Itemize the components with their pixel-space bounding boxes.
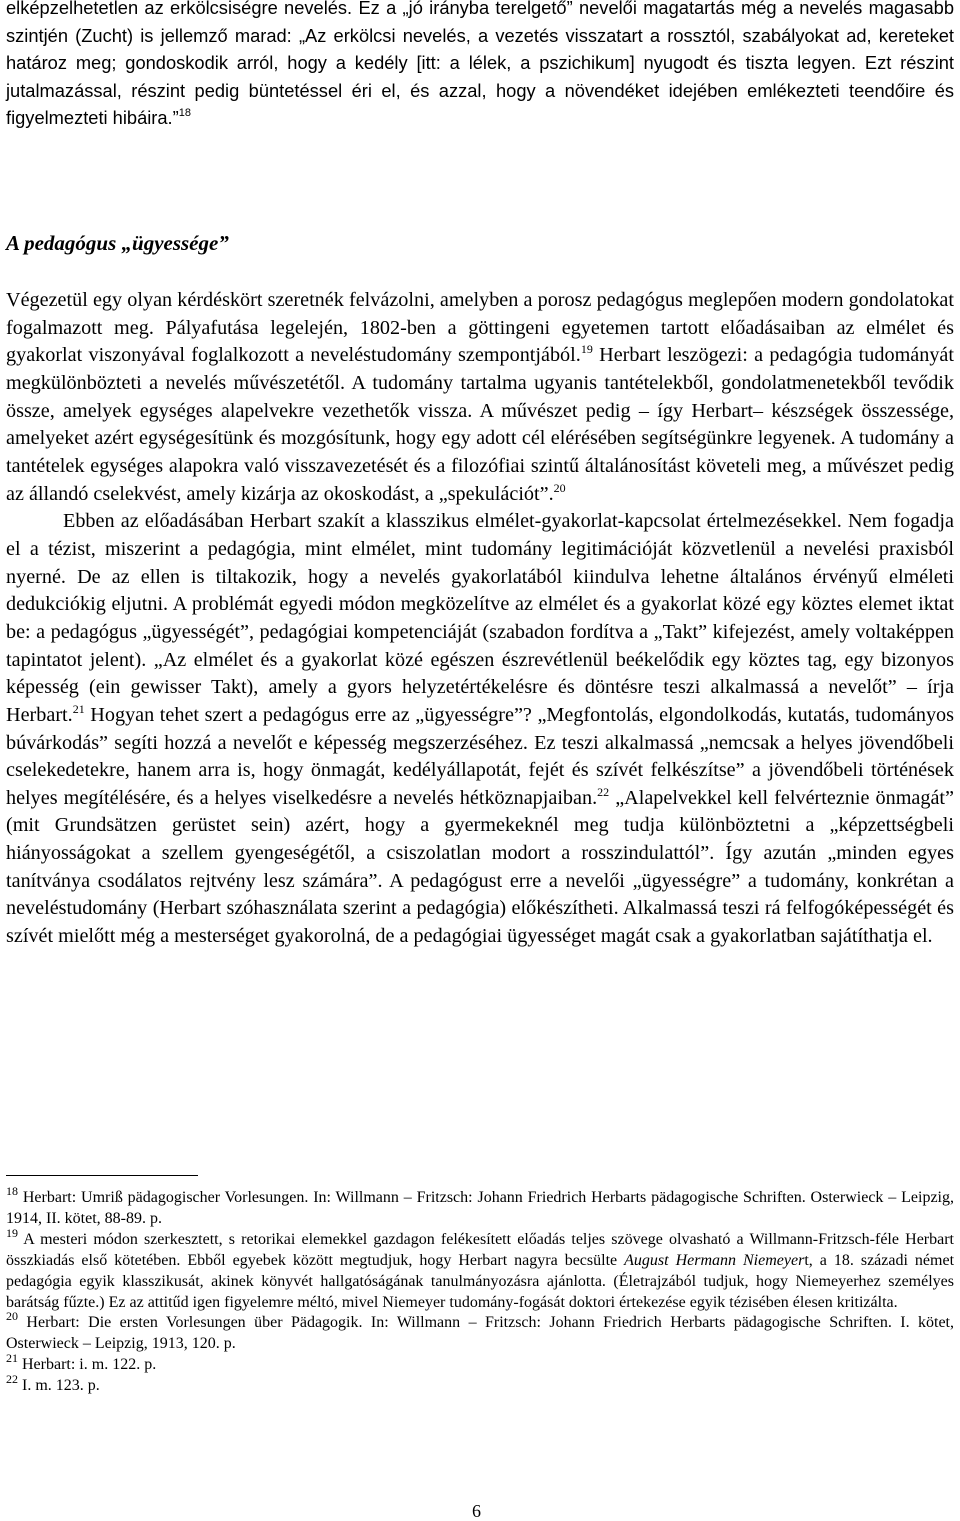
footnote-22: $^{22}$ I. m. 123. p. bbox=[6, 1372, 100, 1395]
footnote-21: $^{21}$ Herbart: i. m. 122. p. bbox=[6, 1351, 157, 1374]
section-heading: A pedagógus „ügyessége” bbox=[6, 231, 229, 255]
footnote-ref-20[interactable]: 20 bbox=[553, 480, 566, 495]
document-page bbox=[6, 0, 954, 1521]
main-paragraph: Végezetül egy olyan kérdéskört szeretnék felvázolni, amelyben a porosz pedagógus meglepően modern gondolatokat fogalmazott meg. Pályafutása legelején, 1802-ben a göttingeni egyetemen tartott előadásaiban az elmélet és gyakorlat viszonyával foglalkozott a neveléstudomány szempontjából.$^{19}$ Herbart leszögezi: a pedagógia tudományát megkülönbözteti a nevelés művészetétől. A tudomány tartalma ugyanis tantételekből, gondolatmenetekből tevődik össze, amelyek egységes alapelvekre vezethetők vissza. A művészet pedig – így Herbart– készségek összessége, amelyeket azért egységesítünk és mozgósítunk, hogy egy adott cél elérésében segítségünkre legyenek. A tudomány a tantételek egységes alapokra való visszavezetését és a filozófiai szintű általánosítást követeli meg, a művészet pedig az állandó cselekvést, amely kizárja az okoskodást, a „spekulációt”.$^{20}$ bbox=[6, 289, 954, 505]
italic-name: August Hermann Niemeyer bbox=[624, 1251, 805, 1269]
footnote-separator bbox=[6, 1175, 198, 1176]
intro-paragraph: elképzelhetetlen az erkölcsiségre nevelés. Ez a „jó irányba terelgető” nevelői magatartás még a nevelés magasabb szintjén (Zucht) is jellemző marad: „Az erkölcsi nevelés, a vezetés visszatart a rossztól, szabályokat ad, kereteket határoz meg; gondoskodik arról, hogy a kedély [itt: a lélek, a pszichikum] nyugodt és tiszta legyen. Ezt részint jutalmazással, részint pedig büntetéssel éri el, és azzal, hogy a növendéket idejében emlékezteti teendőire és figyelmezteti hibáira.”$^{18}$ bbox=[6, 0, 954, 129]
footnote-ref-21[interactable]: 21 bbox=[72, 701, 85, 716]
footnote-18: $^{18}$ Herbart: Umriß pädagogischer Vorlesungen. In: Willmann – Fritzsch: Johann Friedrich Herbarts pädagogische Schriften. Osterwieck – Leipzig, 1914, II. kötet, 88-89. p. bbox=[6, 1184, 955, 1227]
footnote-ref-22[interactable]: 22 bbox=[597, 784, 610, 799]
footnote-19: $^{19}$ A mesteri módon szerkesztett, s retorikai elemekkel gazdagon felékesített előadás teljes szövege olvasható a Willmann-Fritzsch-féle Herbart összkiadás első kötetében. Ebből egyebek között megtudjuk, hogy Herbart nagyra becsülte August Hermann Niemeyert, a 18. századi német pedagógia egyik klasszikusát, akinek könyvét hallgatóságának tanulmányozásra ajánlotta. (Életrajzából tudjuk, hogy Niemeyerhez személyes barátság fűzte.) Ez az attitűd igen figyelemre méltó, mivel Niemeyer tudomány-fogását doktori értekezése egyik tézisében élesen kritizálta. bbox=[6, 1225, 955, 1311]
main-text bbox=[6, 287, 954, 951]
page-number: 6 bbox=[472, 1501, 481, 1521]
second-paragraph: Ebben az előadásában Herbart szakít a klasszikus elmélet-gyakorlat-kapcsolat értelmezésekkel. Nem fogadja el a tézist, miszerint a pedagógia, mint elmélet, mint tudomány legitimációját közvetlenül a nevelési praxisból nyerné. De az ellen is tiltakozik, hogy a nevelés gyakorlatából kiindulva lehetne általános érvényű elméleti dedukciókig eljutni. A problémát egyedi módon megközelítve az elmélet és a gyakorlat közé egy köztes elemet iktat be: a pedagógus „ügyességét”, pedagógiai kompetenciáját (szabadon fordítva a „Takt” kifejezést, amely voltaképpen tapintatot jelent). „Az elmélet és a gyakorlat közé egészen észrevétlenül beékelődik egy köztes tag, egy bizonyos képesség (ein gewisser Takt), amely a gyors helyzetértékelésre és döntésre teszi alkalmassá a nevelőt” – írja Herbart.$^{21}$ Hogyan tehet szert a pedagógus erre az „ügyességre”? „Megfontolás, elgondolkodás, kutatás, tudományos búvárkodás” segíti hozzá a nevelőt e képesség megszerzéséhez. Ez teszi alkalmassá „nemcsak a helyes jövendőbeli cselekedetekre, hanem arra is, hogy önmagát, kedélyállapotát, fejét és szívét felkészítse” a jövendőbeli történések helyes megítélésére, és a helyes viselkedésre a nevelés hétköznapjaiban.$^{22}$ „Alapelvekkel kell felvérteznie önmagát” (mit Grundsätzen gerüstet sein) azért, hogy a gyermekeknél meg tudja különböztetni a „képzettségbeli hiányosságokat a szellem gyengeségétől, a csiszolatlan modort a rosszindulattól”. Így azután „minden egyes tanítványa csodálatos rejtvény lesz számára”. A pedagógust erre a nevelői „ügyességre” a tudomány, konkrétan a neveléstudomány (Herbart szóhasználata szerint a pedagógia) előkészítheti. Alkalmassá teszi rá felfogóképességét és szívét mielőtt még a mesterséget gyakorolná, de a pedagógiai ügyességet magát csak a gyakorlatban sajátíthatja el. bbox=[6, 510, 954, 948]
footnote-ref-19[interactable]: 19 bbox=[580, 342, 593, 357]
footnote-20: $^{20}$ Herbart: Die ersten Vorlesungen über Pädagogik. In: Willmann – Fritzsch: Johann Friedrich Herbarts pädagogische Schriften. I. kötet, Osterwieck – Leipzig, 1913, 120. p. bbox=[6, 1309, 955, 1353]
footnote-ref-18[interactable]: 18 bbox=[178, 107, 191, 120]
footnotes bbox=[6, 1184, 955, 1397]
